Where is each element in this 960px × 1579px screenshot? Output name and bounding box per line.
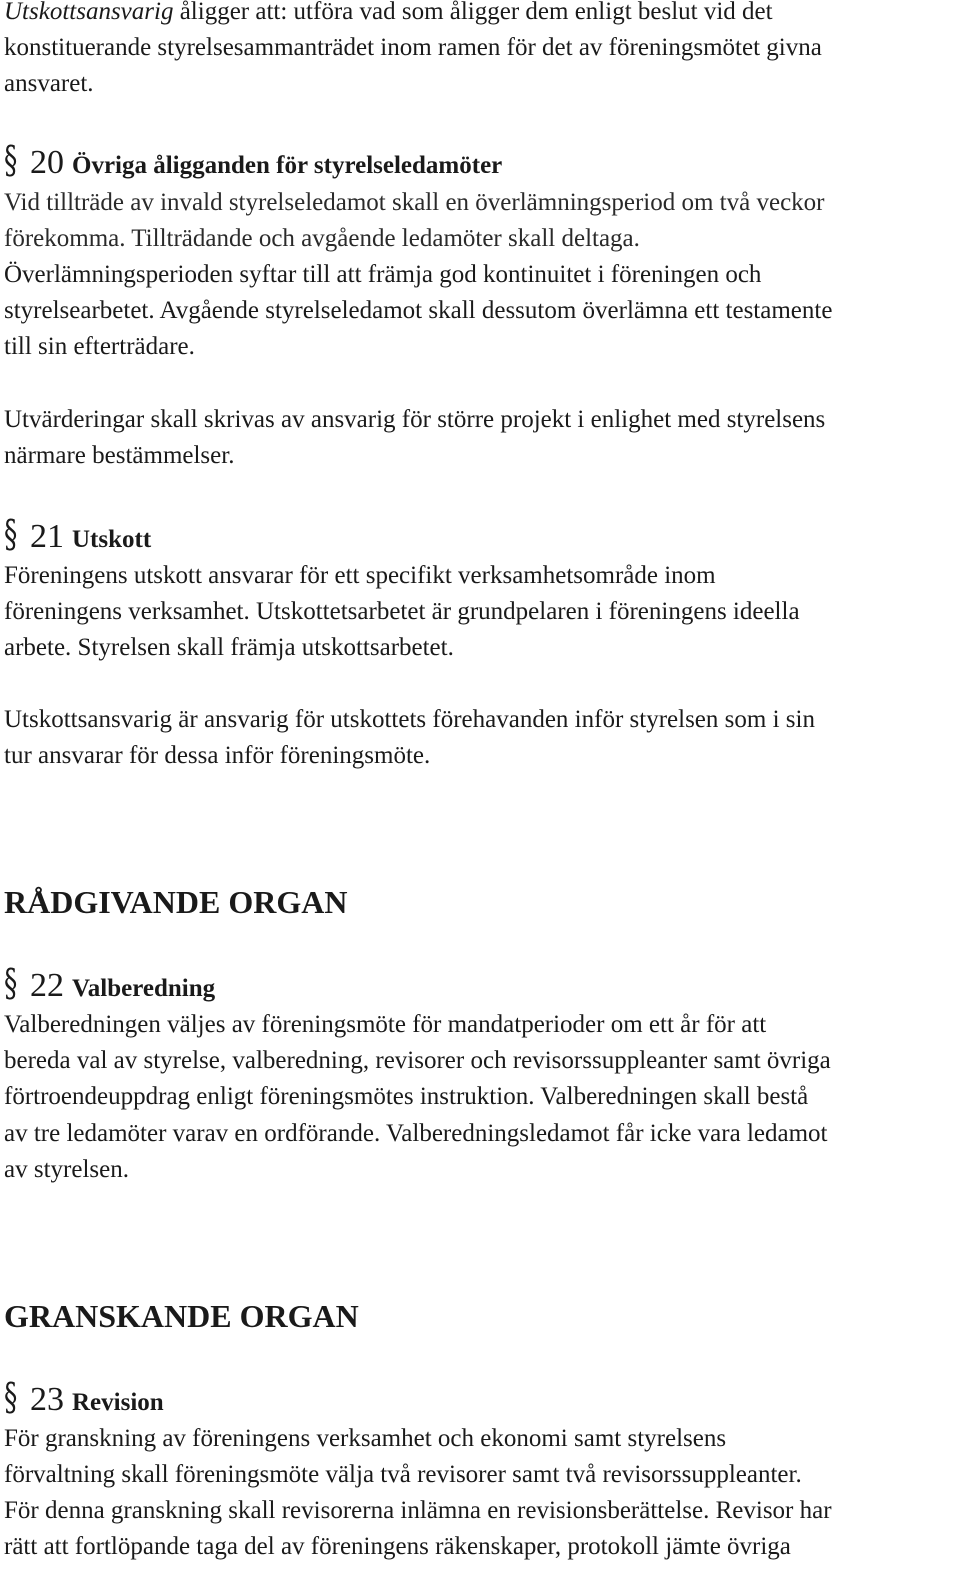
paragraph-line: Utskottsansvarig är ansvarig för utskottets förehavanden inför styrelsen som i sin bbox=[4, 706, 815, 733]
paragraph-line: Överlämningsperioden syftar till att främja god kontinuitet i föreningen och bbox=[4, 261, 762, 288]
paragraph-line: konstituerande styrelsesammanträdet inom ramen för det av föreningsmötet givna bbox=[4, 34, 822, 61]
section-number: 20 bbox=[30, 144, 64, 181]
paragraph-line: ansvaret. bbox=[4, 70, 94, 97]
paragraph-line: tur ansvarar för dessa inför föreningsmöte. bbox=[4, 742, 431, 769]
paragraph-line: Vid tillträde av invald styrelseledamot skall en överlämningsperiod om två veckor bbox=[4, 189, 825, 216]
paragraph-symbol-icon: § bbox=[4, 961, 18, 1005]
section-22-heading bbox=[4, 963, 215, 1009]
chapter-title: RÅDGIVANDE ORGAN bbox=[4, 884, 348, 920]
section-title: Revision bbox=[72, 1389, 164, 1416]
italic-term: Utskottsansvarig bbox=[4, 0, 174, 25]
paragraph-line: närmare bestämmelser. bbox=[4, 442, 235, 469]
section-23-heading bbox=[4, 1377, 164, 1423]
paragraph-line: Utvärderingar skall skrivas av ansvarig för större projekt i enlighet med styrelsens bbox=[4, 406, 826, 433]
section-title: Övriga åligganden för styrelseledamöter bbox=[72, 152, 503, 179]
paragraph-line: För granskning av föreningens verksamhet och ekonomi samt styrelsens bbox=[4, 1425, 727, 1452]
paragraph-symbol-icon: § bbox=[4, 1375, 18, 1419]
paragraph-line: rätt att fortlöpande taga del av föreningens räkenskaper, protokoll jämte övriga bbox=[4, 1533, 791, 1560]
paragraph-line: förvaltning skall föreningsmöte välja två revisorer samt två revisorssuppleanter. bbox=[4, 1461, 802, 1488]
section-21-heading bbox=[4, 514, 151, 560]
paragraph-line: av tre ledamöter varav en ordförande. Valberedningsledamot får icke vara ledamot bbox=[4, 1120, 828, 1147]
section-number: 22 bbox=[30, 967, 64, 1004]
paragraph-line: förtroendeuppdrag enligt föreningsmötes instruktion. Valberedningen skall bestå bbox=[4, 1083, 809, 1110]
paragraph-line: av styrelsen. bbox=[4, 1156, 129, 1183]
paragraph-line: För denna granskning skall revisorerna inlämna en revisionsberättelse. Revisor har bbox=[4, 1497, 832, 1524]
section-number: 21 bbox=[30, 518, 64, 555]
paragraph-symbol-icon: § bbox=[4, 512, 18, 556]
paragraph-line: till sin efterträdare. bbox=[4, 333, 195, 360]
paragraph-symbol-icon: § bbox=[4, 138, 18, 182]
paragraph-line: Utskottsansvarig åligger att: utföra vad som åligger dem enligt beslut vid det bbox=[4, 0, 773, 25]
section-title: Valberedning bbox=[72, 975, 216, 1002]
paragraph-line: förekomma. Tillträdande och avgående ledamöter skall deltaga. bbox=[4, 225, 640, 252]
paragraph-line: styrelsearbetet. Avgående styrelseledamot skall dessutom överlämna ett testamente bbox=[4, 297, 833, 324]
paragraph-line: Föreningens utskott ansvarar för ett specifikt verksamhetsområde inom bbox=[4, 562, 716, 589]
paragraph-line: arbete. Styrelsen skall främja utskottsarbetet. bbox=[4, 634, 454, 661]
paragraph-line: föreningens verksamhet. Utskottetsarbetet är grundpelaren i föreningens ideella bbox=[4, 598, 800, 625]
section-number: 23 bbox=[30, 1381, 64, 1418]
paragraph-line: bereda val av styrelse, valberedning, revisorer och revisorssuppleanter samt övriga bbox=[4, 1047, 831, 1074]
chapter-title: GRANSKANDE ORGAN bbox=[4, 1298, 359, 1334]
paragraph-line: Valberedningen väljes av föreningsmöte för mandatperioder om ett år för att bbox=[4, 1011, 767, 1038]
section-20-heading bbox=[4, 140, 502, 186]
section-title: Utskott bbox=[72, 526, 152, 553]
